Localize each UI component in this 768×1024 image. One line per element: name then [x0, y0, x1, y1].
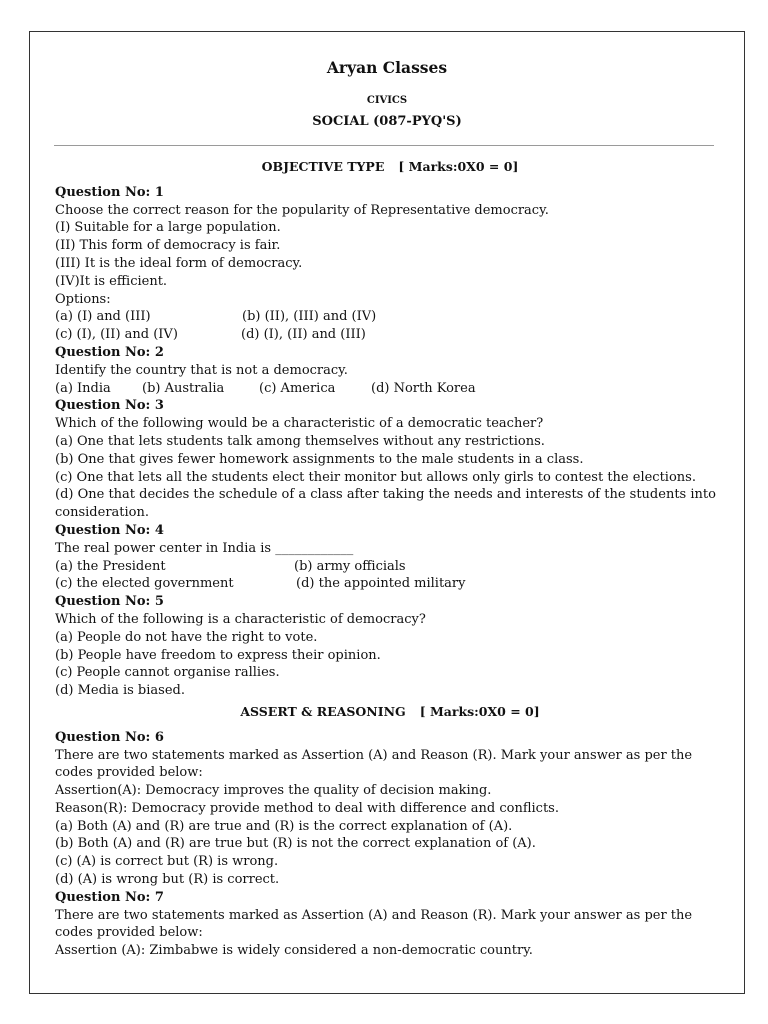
option-c: (c) People cannot organise rallies. — [55, 665, 280, 681]
statement: (III) It is the ideal form of democracy. — [55, 255, 303, 271]
option-row — [55, 326, 725, 344]
paper-content — [55, 158, 725, 960]
question-number: Question No: 3 — [55, 398, 164, 414]
option-c: (c) One that lets all the students elect their monitor but allows only girls to contest the elections. — [55, 469, 696, 485]
option-d: (d) (I), (II) and (III) — [241, 327, 366, 343]
question-number: Question No: 4 — [55, 522, 164, 538]
option-row — [55, 558, 725, 576]
option-c: (c) (A) is correct but (R) is wrong. — [55, 854, 279, 870]
question-stem: The real power center in India is ____________ — [55, 540, 354, 556]
assertion: Assertion(A): Democracy improves the quality of decision making. — [55, 783, 492, 799]
option-d: (d) (A) is wrong but (R) is correct. — [55, 872, 280, 888]
statement: (II) This form of democracy is fair. — [55, 238, 281, 254]
option-a: (a) (I) and (III) — [55, 309, 151, 325]
option-a: (a) India — [55, 380, 111, 396]
statement: (IV)It is efficient. — [55, 273, 168, 289]
option-c: (c) the elected government — [55, 576, 234, 592]
option-b: (b) (II), (III) and (IV) — [242, 309, 377, 325]
option-c: (c) America — [259, 380, 336, 396]
question-stem: There are two statements marked as Assertion (A) and Reason (R). Mark your answer as per the codes provided below: — [55, 907, 693, 941]
question-7 — [55, 889, 725, 960]
question-3 — [55, 397, 725, 522]
option-d: (d) the appointed military — [296, 576, 466, 592]
question-paper-page — [29, 31, 745, 994]
option-a: (a) Both (A) and (R) are true and (R) is the correct explanation of (A). — [55, 818, 513, 834]
option-row — [55, 380, 725, 398]
question-stem: Which of the following is a characteristic of democracy? — [55, 611, 426, 627]
option-d: (d) North Korea — [371, 380, 476, 396]
option-b: (b) Australia — [142, 380, 225, 396]
option-row — [55, 575, 725, 593]
question-number: Question No: 2 — [55, 344, 164, 360]
question-stem: Choose the correct reason for the popularity of Representative democracy. — [55, 202, 549, 218]
question-stem: There are two statements marked as Assertion (A) and Reason (R). Mark your answer as per the codes provided below: — [55, 747, 693, 781]
question-number: Question No: 7 — [55, 889, 164, 905]
question-6 — [55, 729, 725, 889]
option-row — [55, 308, 725, 326]
question-number: Question No: 5 — [55, 594, 164, 610]
option-b: (b) army officials — [294, 558, 406, 574]
question-stem: Identify the country that is not a democracy. — [55, 362, 348, 378]
question-1 — [55, 184, 725, 344]
option-a: (a) One that lets students talk among themselves without any restrictions. — [55, 433, 545, 449]
question-number: Question No: 1 — [55, 184, 164, 200]
paper-title: SOCIAL (087-PYQ'S) — [312, 114, 462, 129]
option-b: (b) One that gives fewer homework assignments to the male students in a class. — [55, 451, 584, 467]
subject-label: CIVICS — [366, 95, 408, 106]
section-heading-assert — [55, 703, 725, 721]
option-b: (b) People have freedom to express their opinion. — [55, 647, 381, 663]
option-c: (c) (I), (II) and (IV) — [55, 327, 178, 343]
option-a: (a) People do not have the right to vote. — [55, 629, 318, 645]
option-b: (b) Both (A) and (R) are true but (R) is not the correct explanation of (A). — [55, 836, 536, 852]
section-heading-objective — [55, 158, 725, 176]
question-4 — [55, 522, 725, 593]
question-2 — [55, 344, 725, 397]
section-name: ASSERT & REASONING — [240, 703, 406, 719]
section-marks: [ Marks:0X0 = 0] — [419, 703, 540, 719]
option-d: (d) One that decides the schedule of a class after taking the needs and interests of the students into consideration. — [55, 487, 716, 521]
header-divider — [54, 145, 714, 146]
question-number: Question No: 6 — [55, 729, 164, 745]
question-5 — [55, 593, 725, 700]
option-d: (d) Media is biased. — [55, 683, 185, 699]
options-label: Options: — [55, 291, 111, 307]
assertion: Assertion (A): Zimbabwe is widely considered a non-democratic country. — [55, 943, 533, 959]
statement: (I) Suitable for a large population. — [55, 220, 281, 236]
reason: Reason(R): Democracy provide method to deal with difference and conflicts. — [55, 800, 559, 816]
section-name: OBJECTIVE TYPE — [261, 159, 385, 174]
section-marks: [ Marks:0X0 = 0] — [398, 159, 519, 174]
institute-title: Aryan Classes — [326, 58, 448, 77]
option-a: (a) the President — [55, 558, 166, 574]
question-stem: Which of the following would be a characteristic of a democratic teacher? — [55, 416, 544, 432]
